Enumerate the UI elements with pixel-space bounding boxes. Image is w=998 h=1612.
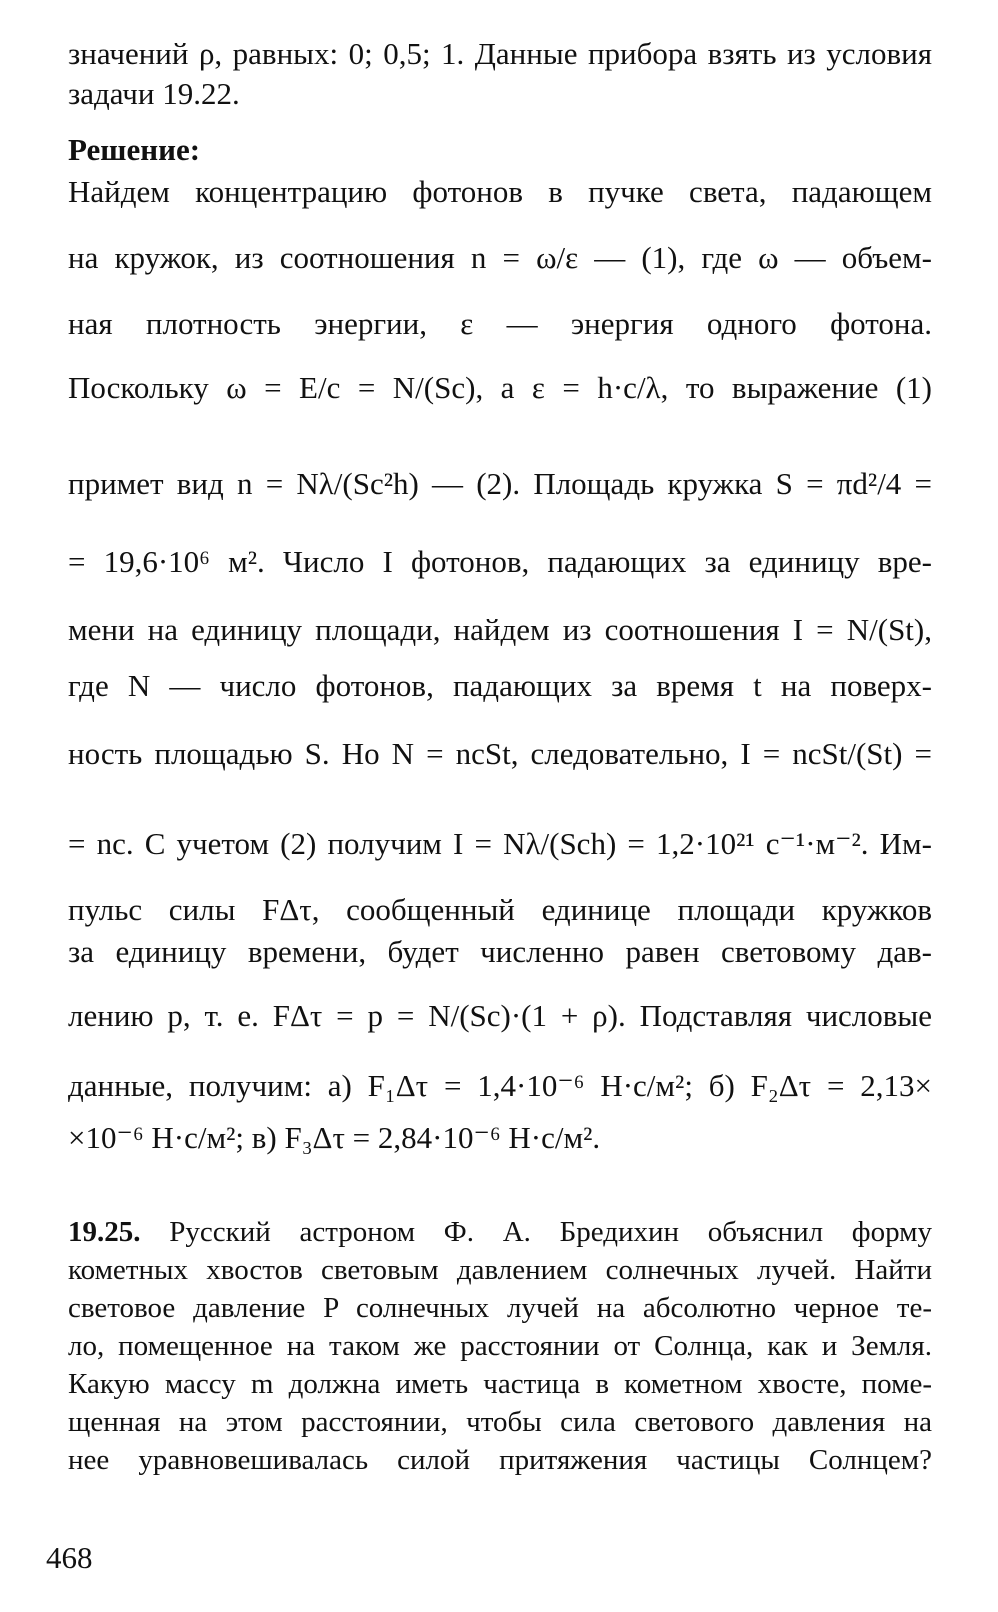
problem-line-5: Какую массу m должна иметь частица в кометном хвосте, поме- <box>68 1368 932 1400</box>
solution-heading: Решение: <box>68 132 201 167</box>
problem-line-6: щенная на этом расстоянии, чтобы сила светового давления на <box>68 1406 932 1438</box>
solution-line-2: на кружок, из соотношения n = ω/ε — (1), где ω — объем- <box>68 240 932 275</box>
solution-line-13: лению p, т. е. FΔτ = p = N/(Sc)·(1 + ρ). Подставляя числовые <box>68 998 932 1033</box>
problem-number: 19.25. <box>68 1216 141 1248</box>
solution-line-3: ная плотность энергии, ε — энергия одного фотона. <box>68 306 932 341</box>
problem-first-line <box>68 1214 932 1250</box>
solution-line-12: за единицу времени, будет численно равен световому дав- <box>68 934 932 969</box>
solution-line-11: пульс силы FΔτ, сообщенный единице площади кружков <box>68 892 932 927</box>
solution-line-15: ×10⁻⁶ Н·с/м²; в) F₃Δτ = 2,84·10⁻⁶ Н·с/м². <box>68 1120 601 1155</box>
solution-line-10: = nc. С учетом (2) получим I = Nλ/(Sch) = 1,2·10²¹ с⁻¹·м⁻². Им- <box>68 826 932 861</box>
intro-line-1: значений ρ, равных: 0; 0,5; 1. Данные прибора взять из условия <box>68 36 932 71</box>
solution-line-14: данные, получим: а) F₁Δτ = 1,4·10⁻⁶ Н·с/м²; б) F₂Δτ = 2,13× <box>68 1068 932 1103</box>
intro-line-2: задачи 19.22. <box>68 76 240 111</box>
page-number: 468 <box>46 1540 93 1575</box>
problem-line-4: ло, помещенное на таком же расстоянии от Солнца, как и Земля. <box>68 1330 932 1362</box>
solution-line-6: = 19,6·10⁶ м². Число I фотонов, падающих за единицу вре- <box>68 544 932 579</box>
solution-line-4: Поскольку ω = E/c = N/(Sc), а ε = h·c/λ, то выражение (1) <box>68 370 932 405</box>
solution-line-9: ность площадью S. Но N = ncSt, следовательно, I = ncSt/(St) = <box>68 736 932 771</box>
problem-line-7: нее уравновешивалась силой притяжения частицы Солнцем? <box>68 1444 932 1476</box>
problem-line-1-text: Русский астроном Ф. А. Бредихин объяснил форму <box>169 1216 932 1248</box>
solution-line-1: Найдем концентрацию фотонов в пучке света, падающем <box>68 174 932 209</box>
solution-line-7: мени на единицу площади, найдем из соотношения I = N/(St), <box>68 612 932 647</box>
solution-line-5: примет вид n = Nλ/(Sc²h) — (2). Площадь кружка S = πd²/4 = <box>68 466 932 501</box>
problem-line-3: световое давление P солнечных лучей на абсолютно черное те- <box>68 1292 932 1324</box>
problem-line-2: кометных хвостов световым давлением солнечных лучей. Найти <box>68 1254 932 1286</box>
solution-line-8: где N — число фотонов, падающих за время t на поверх- <box>68 668 932 703</box>
